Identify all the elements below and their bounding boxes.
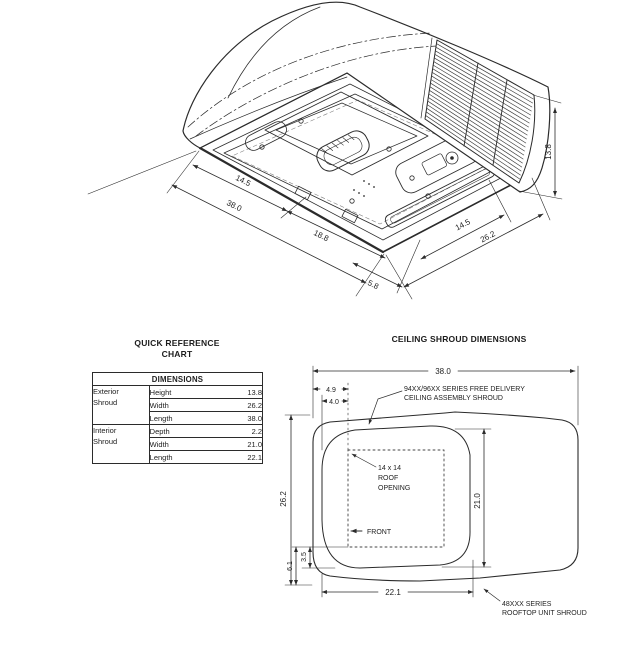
dim-height: 13.8 xyxy=(544,144,553,160)
ceiling-overall-depth: 26.2 xyxy=(279,491,288,507)
roof-opening-label-3: OPENING xyxy=(378,485,411,492)
front-label: FRONT xyxy=(367,529,392,536)
quick-reference-title-line1: QUICK REFERENCE xyxy=(134,338,220,348)
ceiling-inner-width: 22.1 xyxy=(385,588,401,597)
assembly-shroud-label-2: CEILING ASSEMBLY SHROUD xyxy=(404,395,503,402)
table-value: 2.2 xyxy=(206,425,263,438)
table-row: Height xyxy=(149,387,172,397)
isometric-drawing xyxy=(88,2,562,299)
roof-opening-label-2: ROOF xyxy=(378,475,399,482)
dim-length-part1: 14.5 xyxy=(234,173,253,189)
ceiling-shroud-title: CEILING SHROUD DIMENSIONS xyxy=(391,334,527,344)
table-row: Width xyxy=(149,399,206,412)
table-value: 38.0 xyxy=(206,412,263,425)
ceiling-shroud-diagram xyxy=(279,366,587,617)
ceiling-bottom-outer: 6.1 xyxy=(287,561,294,571)
ceiling-offset-inner: 4.0 xyxy=(329,399,339,406)
dim-length-overhang: 5.8 xyxy=(366,278,381,292)
quick-reference-title xyxy=(97,338,257,360)
table-row: Depth xyxy=(149,425,206,438)
dim-length-part2: 18.8 xyxy=(312,228,331,244)
table-row: Length xyxy=(149,451,206,464)
rooftop-shroud-label-2: ROOFTOP UNIT SHROUD xyxy=(502,610,587,617)
dim-length-total: 38.0 xyxy=(225,198,244,214)
table-value: 21.0 xyxy=(206,438,263,451)
ceiling-overall-width: 38.0 xyxy=(435,367,451,376)
dim-width-total: 26.2 xyxy=(478,229,497,245)
table-row: Length xyxy=(149,412,206,425)
ceiling-offset-outer: 4.9 xyxy=(326,387,336,394)
rooftop-shroud-label-1: 48XXX SERIES xyxy=(502,601,552,608)
table-value: 22.1 xyxy=(206,451,263,464)
quick-reference-title-line2: CHART xyxy=(161,349,193,359)
quick-reference-table xyxy=(92,372,263,464)
ceiling-inner-depth: 21.0 xyxy=(473,493,482,509)
roof-opening-label-1: 14 x 14 xyxy=(378,465,401,472)
dim-width-part: 14.5 xyxy=(453,217,472,233)
exterior-shroud-cell: Exterior Shroud xyxy=(93,386,150,425)
table-value: 13.8 xyxy=(247,387,262,397)
assembly-shroud-label-1: 94XX/96XX SERIES FREE DELIVERY xyxy=(404,386,525,393)
table-header: DIMENSIONS xyxy=(93,373,263,386)
interior-shroud-cell: Interior Shroud xyxy=(93,425,150,464)
ceiling-bottom-inner: 3.5 xyxy=(301,552,308,562)
table-row: Width xyxy=(149,438,206,451)
table-value: 26.2 xyxy=(206,399,263,412)
